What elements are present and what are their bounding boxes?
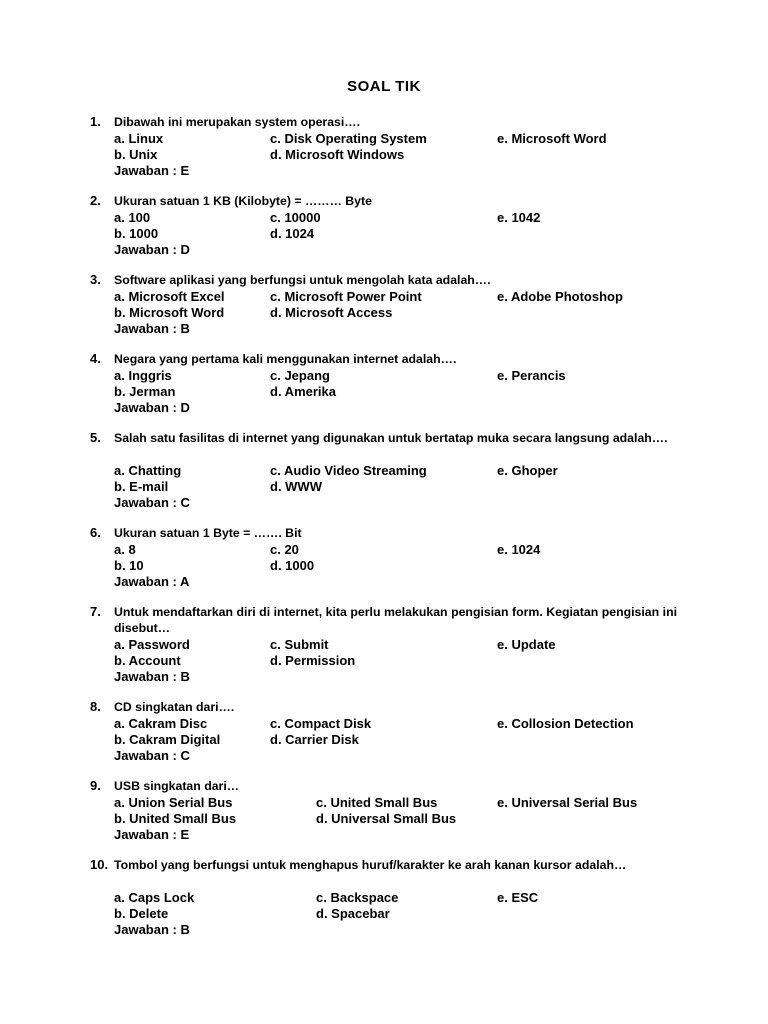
option-c: c. Audio Video Streaming [270,463,427,478]
option-b: b. Unix [114,147,158,162]
option-b: b. Delete [114,906,169,921]
option-a: a. Inggris [114,368,172,383]
answer-key: Jawaban : D [114,400,190,415]
question-text: Ukuran satuan 1 KB (Kilobyte) = ……… Byte [114,194,372,208]
option-e: e. 1024 [497,542,541,557]
option-e: e. Update [497,637,556,652]
option-e: e. ESC [497,890,539,905]
question-text: Software aplikasi yang berfungsi untuk mengolah kata adalah…. [114,273,491,287]
option-b: b. Cakram Digital [114,732,221,747]
question-text: Dibawah ini merupakan system operasi…. [114,115,361,129]
option-c: c. Microsoft Power Point [270,289,422,304]
question-number: 2. [90,193,101,208]
option-e: e. Adobe Photoshop [497,289,623,304]
option-d: d. WWW [270,479,322,494]
question-number: 4. [90,351,101,366]
question-number: 6. [90,525,101,540]
question-text: CD singkatan dari…. [114,700,235,714]
answer-key: Jawaban : B [114,321,190,336]
answer-key: Jawaban : E [114,827,190,842]
option-a: a. Union Serial Bus [114,795,233,810]
option-c: c. Jepang [270,368,330,383]
option-d: d. Spacebar [316,906,390,921]
option-e: e. Microsoft Word [497,131,607,146]
option-d: d. 1000 [270,558,315,573]
option-d: d. Microsoft Access [270,305,393,320]
question-text: Ukuran satuan 1 Byte = ……. Bit [114,526,302,540]
question-number: 1. [90,114,101,129]
option-a: a. Caps Lock [114,890,195,905]
answer-key: Jawaban : D [114,242,190,257]
option-b: b. E-mail [114,479,169,494]
option-e: e. Perancis [497,368,566,383]
option-d: d. Permission [270,653,356,668]
option-e: e. Universal Serial Bus [497,795,638,810]
option-b: b. Microsoft Word [114,305,225,320]
option-d: d. Carrier Disk [270,732,359,747]
option-b: b. 1000 [114,226,159,241]
document-title: SOAL TIK [347,78,421,95]
option-d: d. Amerika [270,384,336,399]
answer-key: Jawaban : E [114,163,190,178]
option-a: a. Microsoft Excel [114,289,225,304]
option-b: b. Jerman [114,384,176,399]
question-number: 10. [90,857,109,872]
option-a: a. Linux [114,131,164,146]
option-c: c. Submit [270,637,329,652]
option-a: a. 8 [114,542,136,557]
question-number: 7. [90,604,101,619]
option-c: c. United Small Bus [316,795,438,810]
option-c: c. 10000 [270,210,321,225]
question-text: Negara yang pertama kali menggunakan internet adalah…. [114,352,457,366]
option-b: b. United Small Bus [114,811,237,826]
question-text: Tombol yang berfungsi untuk menghapus huruf/karakter ke arah kanan kursor adalah… [114,858,627,872]
option-a: a. 100 [114,210,151,225]
answer-key: Jawaban : C [114,495,190,510]
option-a: a. Password [114,637,190,652]
option-c: c. Backspace [316,890,399,905]
question-number: 8. [90,699,101,714]
answer-key: Jawaban : A [114,574,190,589]
option-c: c. Disk Operating System [270,131,427,146]
answer-key: Jawaban : C [114,748,190,763]
option-a: a. Chatting [114,463,182,478]
question-text: Untuk mendaftarkan diri di internet, kita perlu melakukan pengisian form. Kegiatan pengisian ini disebut… [114,605,677,635]
option-a: a. Cakram Disc [114,716,208,731]
option-c: c. Compact Disk [270,716,372,731]
question-number: 9. [90,778,101,793]
answer-key: Jawaban : B [114,669,190,684]
option-d: d. Microsoft Windows [270,147,405,162]
answer-key: Jawaban : B [114,922,190,937]
option-e: e. Ghoper [497,463,558,478]
option-b: b. Account [114,653,181,668]
question-text: USB singkatan dari… [114,779,240,793]
question-number: 3. [90,272,101,287]
question-text: Salah satu fasilitas di internet yang digunakan untuk bertatap muka secara langsung adalah…. [114,431,668,445]
option-d: d. Universal Small Bus [316,811,457,826]
question-number: 5. [90,430,101,445]
option-c: c. 20 [270,542,299,557]
option-b: b. 10 [114,558,144,573]
option-d: d. 1024 [270,226,315,241]
option-e: e. Collosion Detection [497,716,634,731]
option-e: e. 1042 [497,210,541,225]
